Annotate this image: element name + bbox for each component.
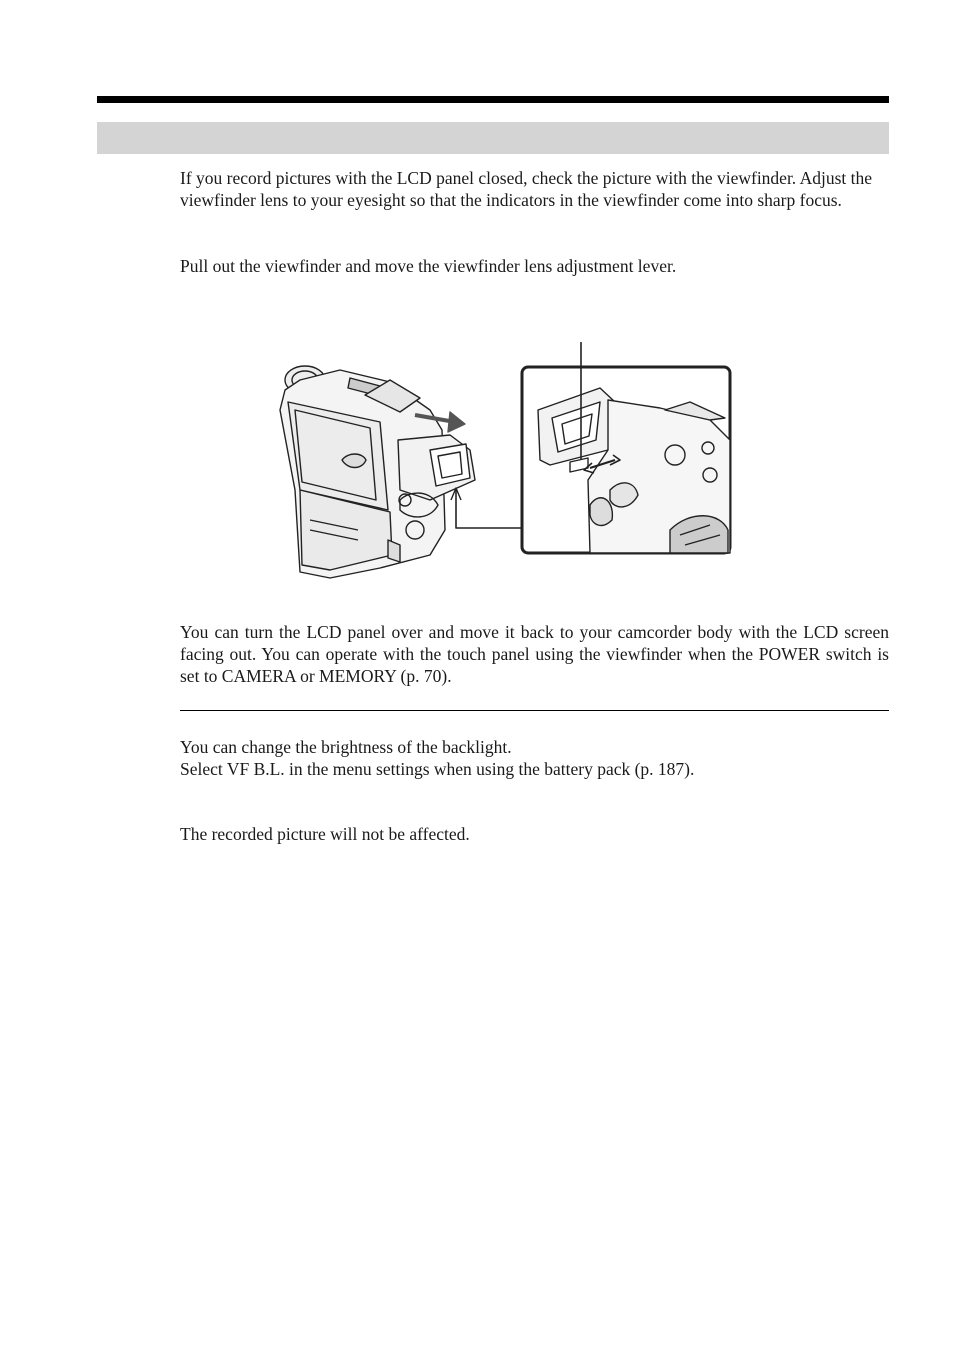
top-rule bbox=[97, 96, 889, 103]
section-divider bbox=[180, 710, 889, 711]
lcd-panel-paragraph: You can turn the LCD panel over and move it back to your camcorder body with the LCD screen facing out. You can operate with the touch panel using the viewfinder when the POWER switch is set to CAMERA or MEMORY (p. 70). bbox=[180, 622, 889, 686]
camcorder-body-drawing bbox=[280, 366, 475, 578]
backlight-line-2: Select VF B.L. in the menu settings when using the battery pack (p. 187). bbox=[180, 759, 695, 779]
intro-paragraph: If you record pictures with the LCD panel closed, check the picture with the viewfinder. Adjust the viewfinder lens to your eyesight so that the indicators in the viewfinder come into sharp focus. bbox=[180, 168, 873, 210]
backlight-line-1: You can change the brightness of the backlight. bbox=[180, 737, 512, 757]
viewfinder-illustration bbox=[270, 340, 740, 590]
instruction-paragraph: Pull out the viewfinder and move the viewfinder lens adjustment lever. bbox=[180, 256, 677, 276]
recorded-picture-note: The recorded picture will not be affected. bbox=[180, 824, 470, 844]
section-heading-bar bbox=[97, 122, 889, 154]
